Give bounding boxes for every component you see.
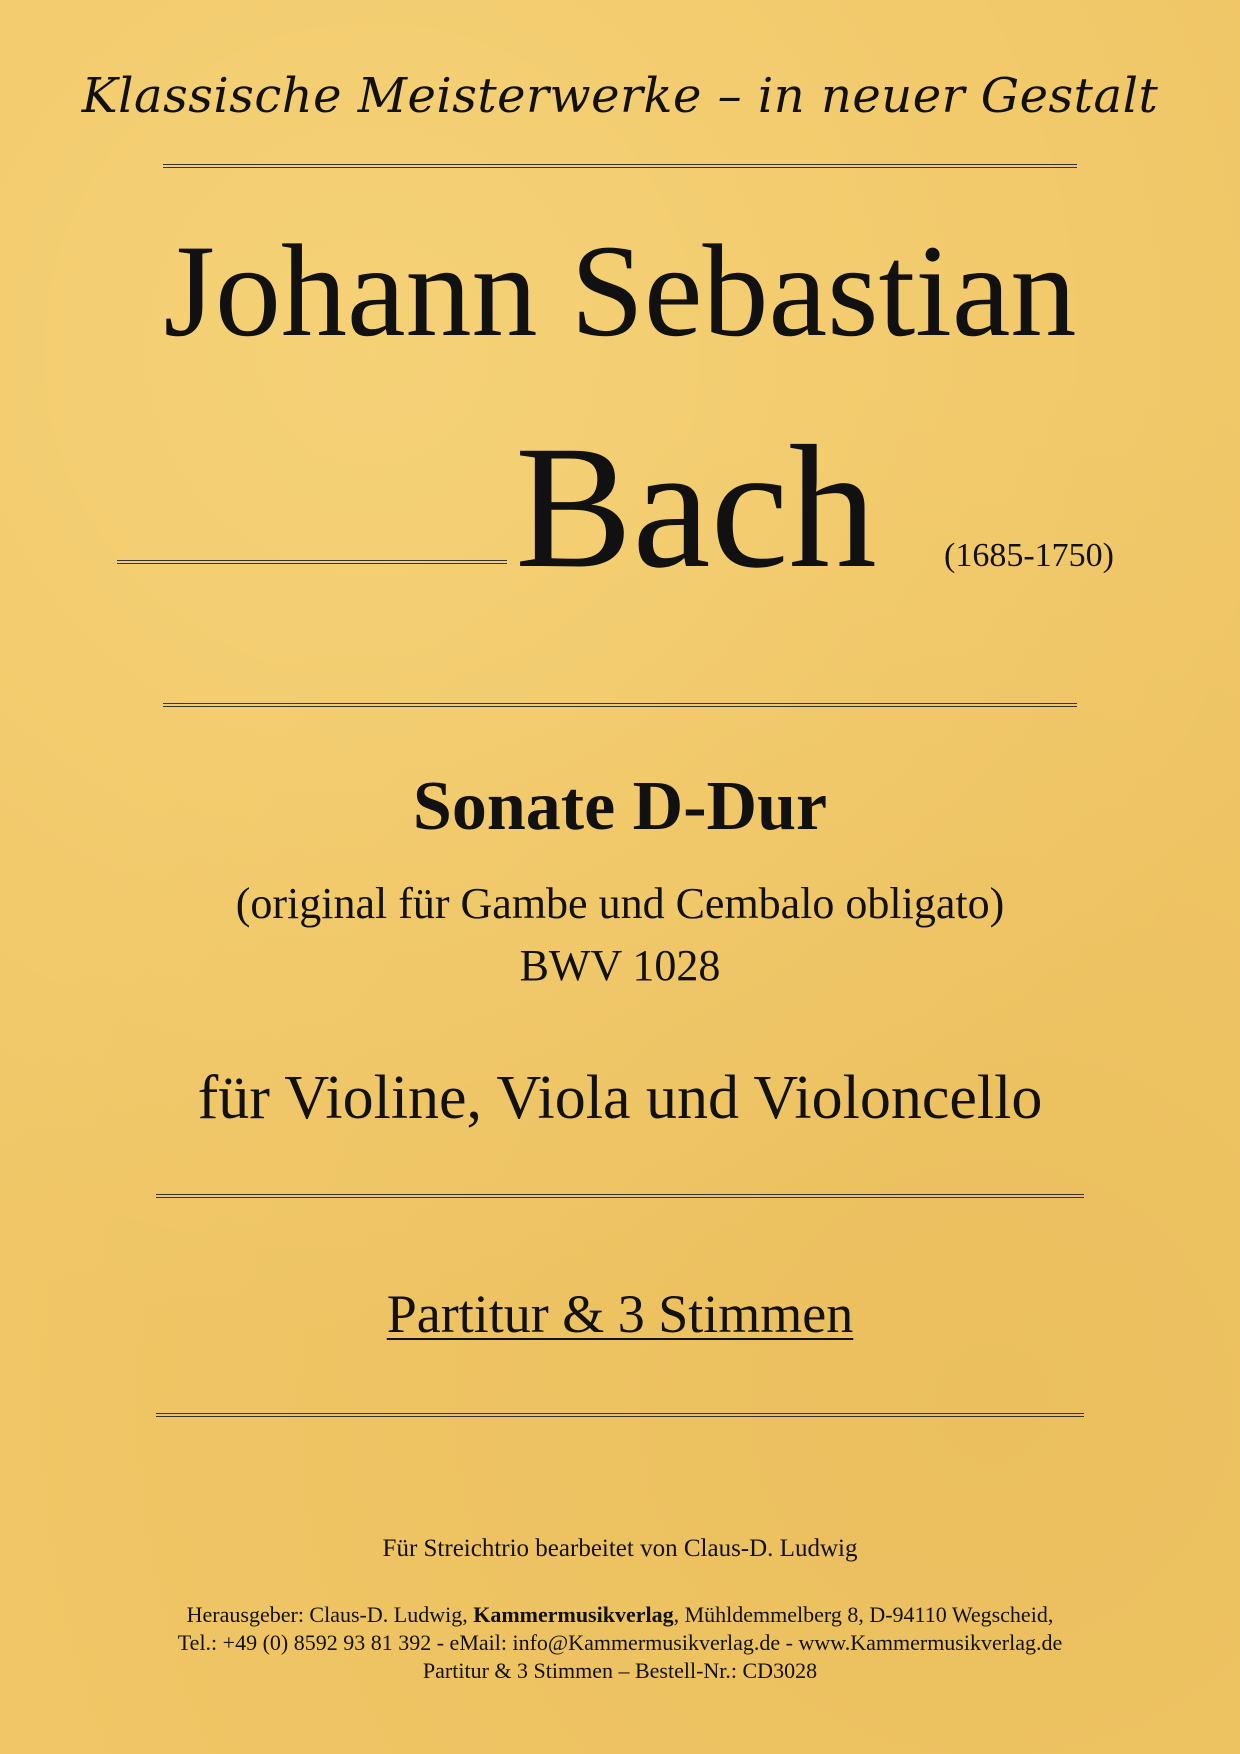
- edition-type: [0, 1284, 1240, 1344]
- divider-rule-middle: [163, 703, 1077, 707]
- composer-surname: Bach: [515, 410, 877, 605]
- divider-rule-top: [163, 164, 1077, 168]
- divider-rule-lower: [156, 1194, 1084, 1198]
- imprint-publisher-address: , Mühldemmelberg 8, D-94110 Wegscheid,: [673, 1602, 1054, 1627]
- imprint-publisher-name: Kammermusikverlag: [473, 1602, 674, 1627]
- edition-type-label: Partitur & 3 Stimmen: [386, 1284, 854, 1344]
- instrumentation: für Violine, Viola und Violoncello: [197, 1064, 1043, 1132]
- original-instrumentation-note: (original für Gambe und Cembalo obligato): [235, 879, 1005, 928]
- divider-rule-bottom: [156, 1413, 1084, 1417]
- imprint-order-line: Partitur & 3 Stimmen – Bestell-Nr.: CD3028: [422, 1658, 818, 1683]
- divider-rule-surname: [117, 560, 507, 564]
- work-title: Sonate D-Dur: [412, 768, 828, 845]
- catalog-number: BWV 1028: [519, 941, 721, 990]
- series-title: Klassische Meisterwerke – in neuer Gestalt: [81, 68, 1159, 124]
- composer-life-dates: (1685-1750): [944, 537, 1114, 574]
- arranger-credit: Für Streichtrio bearbeitet von Claus-D. Ludwig: [382, 1535, 858, 1562]
- composer-given-names: Johann Sebastian: [163, 217, 1077, 364]
- imprint-contact-line: Tel.: +49 (0) 8592 93 81 392 - eMail: info@Kammermusikverlag.de - www.Kammermusikverlag.de: [177, 1630, 1063, 1655]
- imprint-publisher-prefix: Herausgeber: Claus-D. Ludwig,: [186, 1602, 474, 1627]
- imprint-publisher-line: [0, 1604, 1240, 1626]
